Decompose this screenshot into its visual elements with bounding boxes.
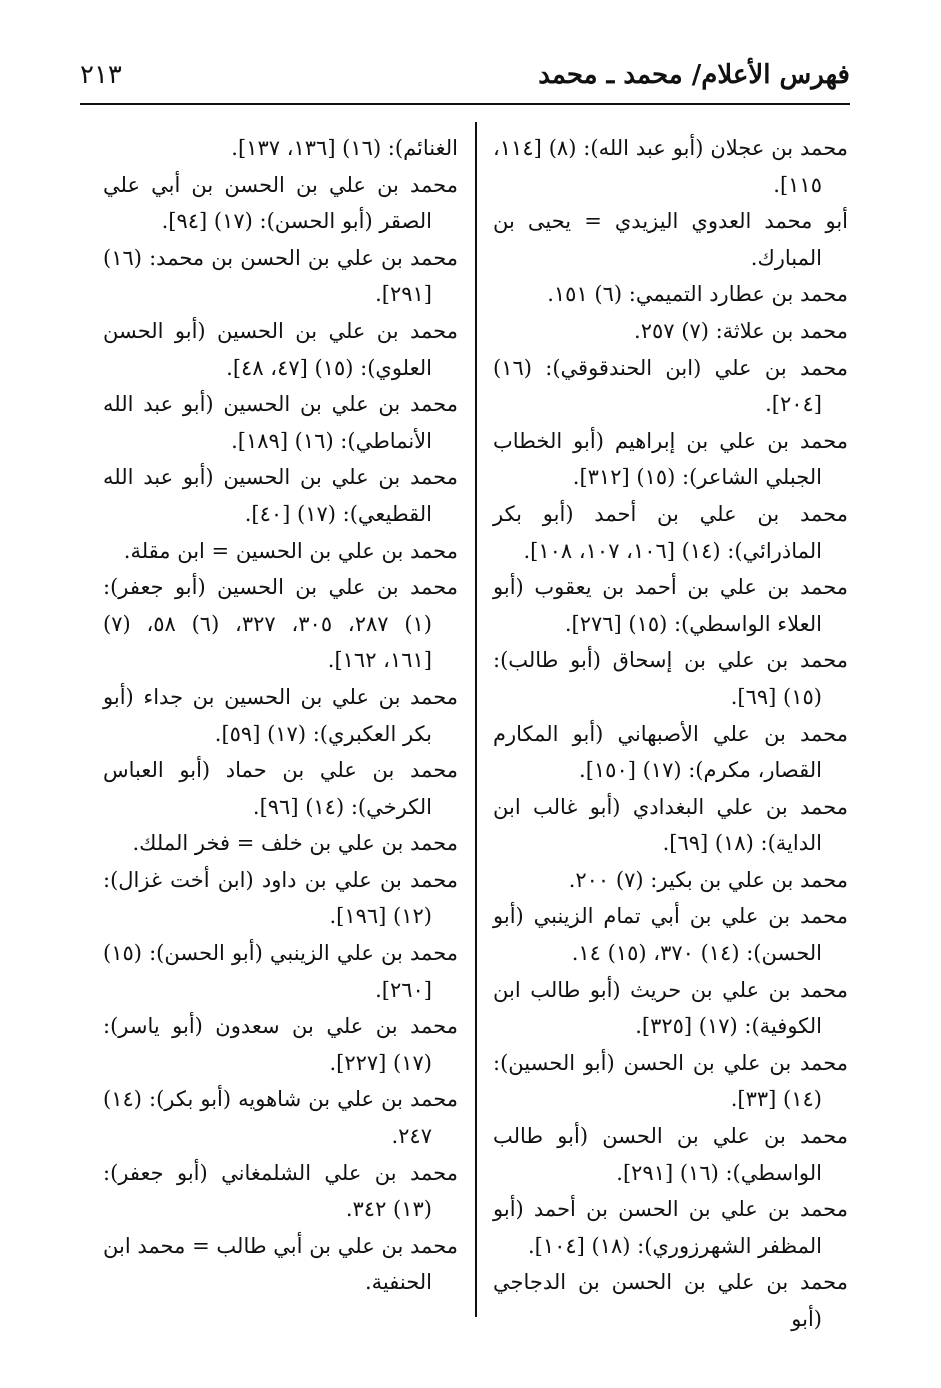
running-title: فهرس الأعلام/ محمد ـ محمد [538, 60, 850, 90]
index-entry: محمد بن عطارد التميمي: (٦) ١٥١. [547, 282, 848, 307]
page-number: ٢١٣ [80, 60, 122, 90]
index-entry: محمد بن علي (ابن الحندقوقي): (١٦) [٢٠٤]. [493, 355, 848, 417]
index-entry: محمد بن علي بن حريث (أبو طالب ابن الكوفية): (١٧) [٣٢٥]. [493, 977, 848, 1039]
index-entry: محمد بن علي بن الحسن (أبو طالب الواسطي): (١٦) [٢٩١]. [493, 1124, 848, 1185]
index-entry: محمد بن علي بن الحسين (أبو الحسن العلوي): (١٥) [٤٧، ٤٨]. [103, 318, 458, 380]
index-entry: أبو محمد العدوي اليزيدي = يحيى بن المبارك. [493, 209, 848, 270]
index-column-left [103, 130, 458, 1301]
index-entry: محمد بن علي بن الحسن بن أحمد (أبو المظفر الشهرزوري): (١٨) [١٠٤]. [493, 1197, 848, 1258]
index-entry: محمد بن علي بن بكير: (٧) ٢٠٠. [568, 867, 848, 892]
index-entry: محمد بن علي بن الحسين (أبو عبد الله الأنماطي): (١٦) [١٨٩]. [103, 392, 458, 453]
index-entry: محمد بن علي بن الحسن بن أبي علي الصقر (أبو الحسن): (١٧) [٩٤]. [103, 172, 458, 234]
index-entry: محمد بن علي بن أبي طالب = محمد ابن الحنفية. [103, 1233, 458, 1295]
index-entry: محمد بن علي بن الحسن بن محمد: (١٦) [٢٩١]. [103, 245, 458, 307]
column-divider [475, 122, 477, 1317]
header-rule [80, 103, 850, 105]
index-entry: محمد بن علي بن إسحاق (أبو طالب): (١٥) [٦٩]. [493, 648, 848, 709]
index-entry: محمد بن علي بن إبراهيم (أبو الخطاب الجبلي الشاعر): (١٥) [٣١٢]. [493, 428, 848, 490]
index-entry: محمد بن علي بن الحسين بن جداء (أبو بكر العكبري): (١٧) [٥٩]. [103, 684, 458, 746]
index-entry: محمد بن علي بن أبي تمام الزينبي (أبو الحسن): (١٤) ٣٧٠، (١٥) ١٤. [493, 904, 848, 966]
index-entry: محمد بن علاثة: (٧) ٢٥٧. [634, 318, 848, 343]
index-entry: محمد بن علي الزينبي (أبو الحسن): (١٥) [٢٦٠]. [103, 941, 458, 1002]
index-entry: محمد بن علي بن شاهويه (أبو بكر): (١٤) ٢٤٧. [103, 1087, 458, 1149]
index-entry: محمد بن علي بن الحسين (أبو عبد الله القطيعي): (١٧) [٤٠]. [103, 465, 458, 526]
index-entry: محمد بن علي بن الحسين = ابن مقلة. [123, 538, 458, 563]
index-entry: محمد بن علي بن أحمد (أبو بكر الماذرائي): (١٤) [١٠٦، ١٠٧، ١٠٨]. [493, 501, 848, 563]
index-entry: محمد بن علي الشلمغاني (أبو جعفر): (١٣) ٣٤٢. [103, 1160, 458, 1222]
index-entry: محمد بن علي بن داود (ابن أخت غزال): (١٢) [١٩٦]. [103, 867, 458, 929]
index-entry: محمد بن علي البغدادي (أبو غالب ابن الداية): (١٨) [٦٩]. [493, 794, 848, 856]
index-column-right [493, 130, 848, 1338]
index-entry: محمد بن علي بن خلف = فخر الملك. [132, 831, 458, 856]
index-entry: محمد بن علي بن حماد (أبو العباس الكرخي): (١٤) [٩٦]. [103, 758, 458, 819]
index-entry: محمد بن عجلان (أبو عبد الله): (٨) [١١٤، ١١٥]. [493, 136, 848, 197]
index-entry: محمد بن علي بن الحسين (أبو جعفر): (١) ٢٨٧، ٣٠٥، ٣٢٧، (٦) ٥٨، (٧) [١٦١، ١٦٢]. [103, 575, 458, 673]
index-entry: محمد بن علي بن الحسن (أبو الحسين): (١٤) [٣٣]. [493, 1050, 848, 1112]
index-entry: محمد بن علي بن الحسن بن الدجاجي (أبو [493, 1270, 848, 1331]
index-entry: محمد بن علي بن أحمد بن يعقوب (أبو العلاء الواسطي): (١٥) [٢٧٦]. [493, 575, 848, 636]
index-entry: محمد بن علي بن سعدون (أبو ياسر): (١٧) [٢٢٧]. [103, 1014, 458, 1075]
page-header [80, 60, 850, 100]
index-entry: محمد بن علي الأصبهاني (أبو المكارم القصار، مكرم): (١٧) [١٥٠]. [493, 721, 848, 783]
index-entry: الغنائم): (١٦) [١٣٦، ١٣٧]. [231, 136, 458, 160]
